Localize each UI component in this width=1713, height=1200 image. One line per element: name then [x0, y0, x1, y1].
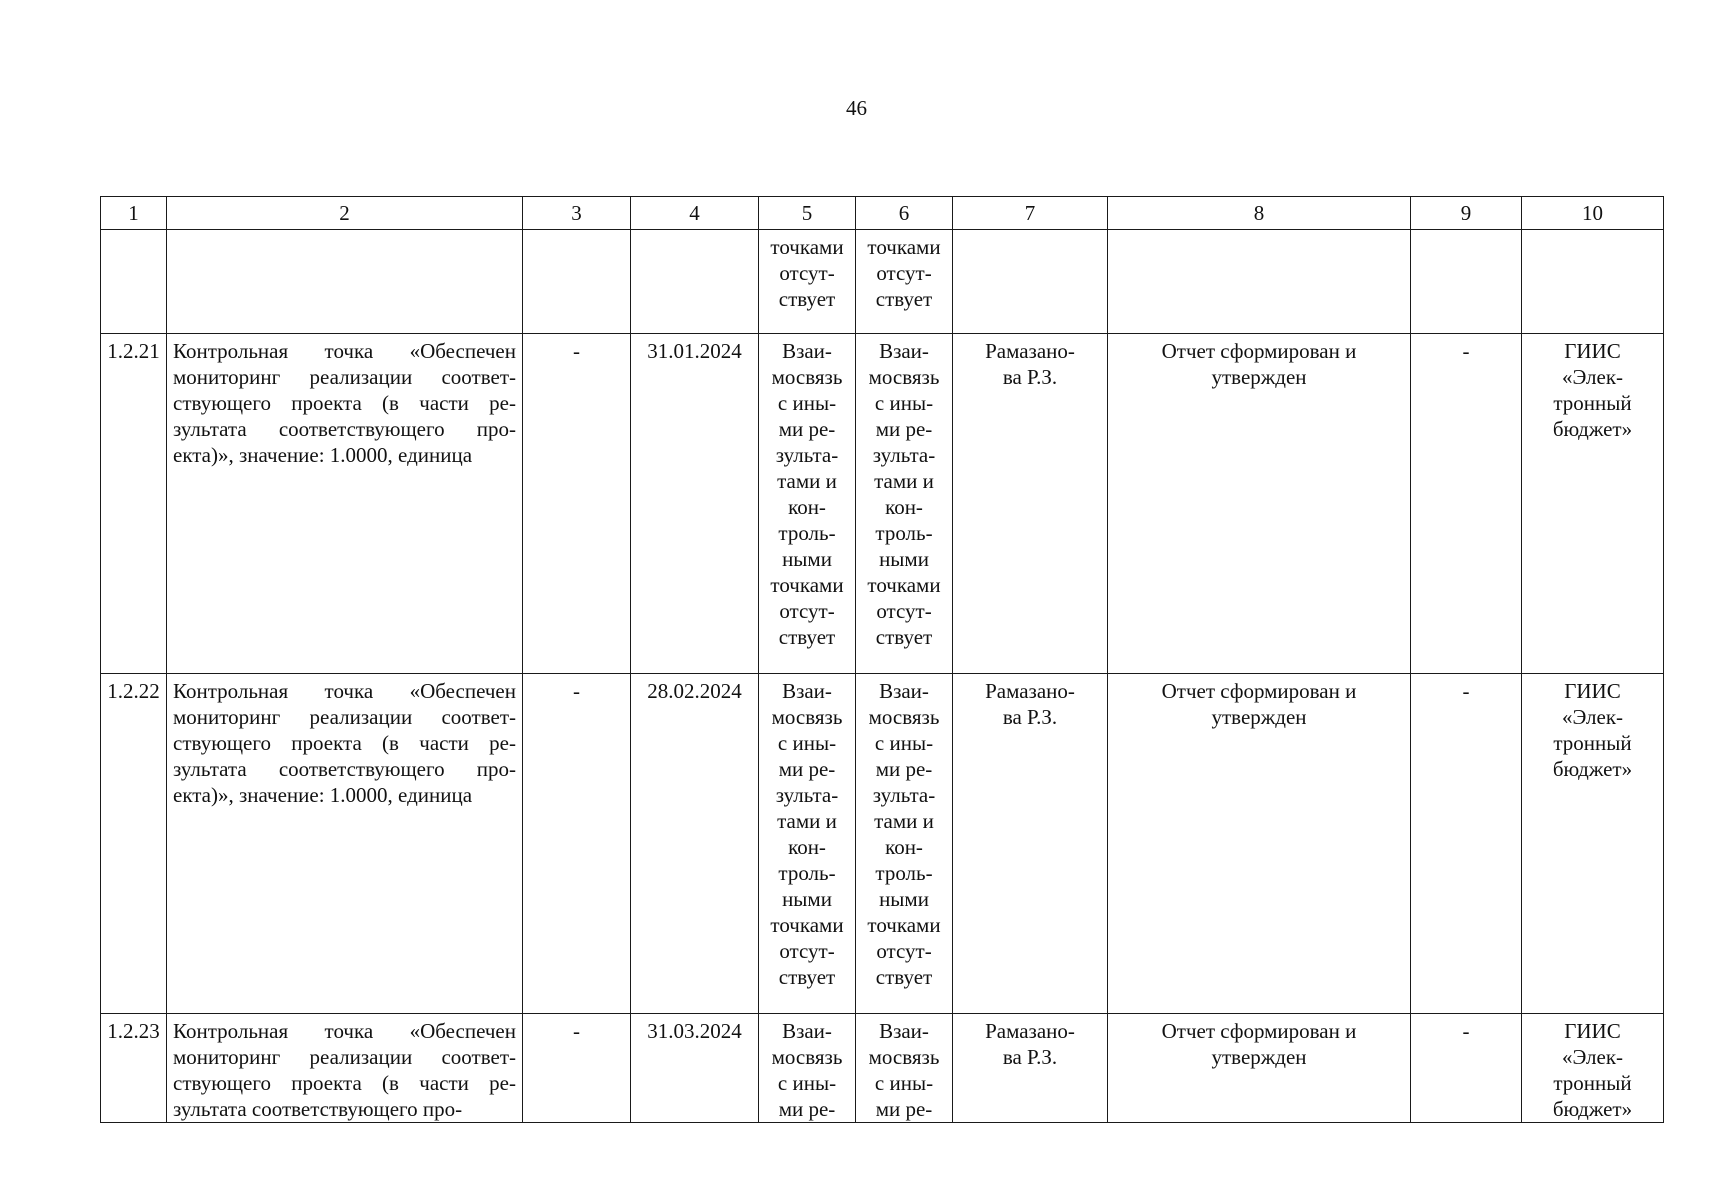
cell-line: ГИИС	[1564, 339, 1621, 363]
cell-line: мосвязь	[771, 365, 843, 389]
cell-line: ми ре-	[875, 757, 933, 781]
cell-line: ными	[782, 887, 832, 911]
table-cell	[631, 230, 759, 334]
due-date: 28.02.2024	[647, 679, 742, 703]
cell-line: ми ре-	[778, 1097, 836, 1121]
cell-line: отсут-	[876, 599, 932, 623]
table-cell	[1411, 230, 1522, 334]
col9-value: -	[1462, 339, 1470, 363]
col9-value: -	[1462, 1019, 1470, 1043]
cell-line: утвержден	[1211, 1045, 1307, 1069]
cell-line: Взаи-	[782, 679, 832, 703]
cell-line: ГИИС	[1564, 679, 1621, 703]
header-cell: 6	[856, 197, 953, 230]
col3-value: -	[573, 1019, 580, 1043]
cell-line: ми ре-	[875, 417, 933, 441]
cell-line: Рамазано-	[985, 1019, 1075, 1043]
cell-line: ствует	[875, 965, 933, 989]
cell-line: ми ре-	[875, 1097, 933, 1121]
due-date: 31.03.2024	[647, 1019, 742, 1043]
checkpoint-name: Контрольная точка «Обеспечен мониторинг реализации соответствующего проекта (в части результата соответствующего про-	[173, 1019, 516, 1121]
cell-line: с ины-	[874, 391, 934, 415]
cell-line: тами и	[777, 809, 837, 833]
result-cell	[1108, 334, 1411, 674]
cell-line: ми ре-	[778, 757, 836, 781]
result-cell	[1108, 1014, 1411, 1123]
cell-line: мосвязь	[868, 1045, 940, 1069]
cell-line: зульта-	[872, 443, 936, 467]
cell-line: тронный	[1553, 1071, 1632, 1095]
cell-line: зульта-	[775, 783, 839, 807]
cell-line: отсут-	[779, 599, 835, 623]
table-cell	[523, 230, 631, 334]
cell-line: точками	[770, 235, 844, 259]
item-number-cell	[101, 674, 167, 1014]
table-cell	[167, 230, 523, 334]
cell-line: точками	[770, 573, 844, 597]
cell-line: отсут-	[779, 939, 835, 963]
table-cell	[101, 230, 167, 334]
table-cell	[1108, 230, 1411, 334]
cell-line: ГИИС	[1564, 1019, 1621, 1043]
cell-line: ными	[879, 547, 929, 571]
cell-line: тами и	[874, 809, 934, 833]
cell-line: троль-	[778, 521, 836, 545]
header-cell: 3	[523, 197, 631, 230]
cell-line: с ины-	[874, 1071, 934, 1095]
cell-line: «Элек-	[1561, 1045, 1624, 1069]
cell-line: тами и	[777, 469, 837, 493]
table-row	[101, 334, 1664, 674]
cell-line: с ины-	[777, 391, 837, 415]
cell-line: «Элек-	[1561, 365, 1624, 389]
relation-cell	[759, 1014, 856, 1123]
relation-cell	[856, 674, 953, 1014]
cell-line: с ины-	[874, 731, 934, 755]
cell-line: ными	[879, 887, 929, 911]
col9-cell	[1411, 1014, 1522, 1123]
cell-line: Взаи-	[879, 339, 929, 363]
cell-line: мосвязь	[868, 365, 940, 389]
cell-line: точками	[770, 913, 844, 937]
cell-line: зульта-	[775, 443, 839, 467]
cell-line: Взаи-	[879, 1019, 929, 1043]
item-number: 1.2.23	[107, 1019, 160, 1043]
cell-line: утвержден	[1211, 365, 1307, 389]
cell-line: троль-	[778, 861, 836, 885]
cell-line: с ины-	[777, 1071, 837, 1095]
table-row	[101, 674, 1664, 1014]
cell-line: кон-	[788, 495, 826, 519]
date-cell	[631, 334, 759, 674]
cell-line: кон-	[885, 835, 923, 859]
cell-line: точками	[867, 913, 941, 937]
relation-cell	[759, 230, 856, 334]
cell-line: бюджет»	[1552, 757, 1633, 781]
responsible-cell	[953, 1014, 1108, 1123]
cell-line: Взаи-	[879, 679, 929, 703]
col3-cell	[523, 674, 631, 1014]
item-number: 1.2.21	[107, 339, 160, 363]
cell-line: кон-	[885, 495, 923, 519]
checkpoint-name: Контрольная точка «Обеспечен мониторинг реализации соответствующего проекта (в части результата соответствующего проекта)», значение: 1.0000, единица	[173, 679, 516, 807]
cell-line: ва Р.З.	[1002, 705, 1058, 729]
header-row	[101, 197, 1664, 230]
col9-cell	[1411, 334, 1522, 674]
header-cell: 8	[1108, 197, 1411, 230]
system-cell	[1522, 1014, 1664, 1123]
cell-line: ствует	[875, 625, 933, 649]
cell-line: с ины-	[777, 731, 837, 755]
cell-line: бюджет»	[1552, 417, 1633, 441]
header-cell: 10	[1522, 197, 1664, 230]
cell-line: Отчет сформирован и	[1161, 679, 1357, 703]
item-number-cell	[101, 1014, 167, 1123]
relation-cell	[759, 334, 856, 674]
checkpoint-name: Контрольная точка «Обеспечен мониторинг реализации соответствующего проекта (в части результата соответствующего проекта)», значение: 1.0000, единица	[173, 339, 516, 467]
cell-line: мосвязь	[771, 1045, 843, 1069]
responsible-cell	[953, 334, 1108, 674]
cell-line: ными	[782, 547, 832, 571]
date-cell	[631, 674, 759, 1014]
cell-line: утвержден	[1211, 705, 1307, 729]
cell-line: Взаи-	[782, 1019, 832, 1043]
cell-line: троль-	[875, 861, 933, 885]
system-cell	[1522, 334, 1664, 674]
relation-cell	[856, 230, 953, 334]
continuation-row	[101, 230, 1664, 334]
header-cell: 4	[631, 197, 759, 230]
cell-line: ствует	[778, 287, 836, 311]
cell-line: тами и	[874, 469, 934, 493]
relation-cell	[856, 1014, 953, 1123]
cell-line: отсут-	[779, 261, 835, 285]
cell-line: Взаи-	[782, 339, 832, 363]
cell-line: бюджет»	[1552, 1097, 1633, 1121]
table-row	[101, 1014, 1664, 1123]
cell-line: «Элек-	[1561, 705, 1624, 729]
header-cell: 7	[953, 197, 1108, 230]
item-number: 1.2.22	[107, 679, 160, 703]
cell-line: Отчет сформирован и	[1161, 339, 1357, 363]
table-cell	[1522, 230, 1664, 334]
cell-line: отсут-	[876, 261, 932, 285]
col3-cell	[523, 334, 631, 674]
header-cell: 2	[167, 197, 523, 230]
checkpoint-name-cell	[167, 674, 523, 1014]
cell-line: троль-	[875, 521, 933, 545]
table-cell	[953, 230, 1108, 334]
cell-line: ва Р.З.	[1002, 365, 1058, 389]
page-number: 46	[846, 96, 867, 120]
cell-line: тронный	[1553, 731, 1632, 755]
cell-line: точками	[867, 573, 941, 597]
cell-line: ми ре-	[778, 417, 836, 441]
relation-cell	[759, 674, 856, 1014]
col9-value: -	[1462, 679, 1470, 703]
cell-line: ствует	[778, 625, 836, 649]
checkpoint-name-cell	[167, 334, 523, 674]
cell-line: ствует	[875, 287, 933, 311]
header-cell: 1	[101, 197, 167, 230]
cell-line: кон-	[788, 835, 826, 859]
cell-line: ствует	[778, 965, 836, 989]
date-cell	[631, 1014, 759, 1123]
cell-line: точками	[867, 235, 941, 259]
item-number-cell	[101, 334, 167, 674]
cell-line: отсут-	[876, 939, 932, 963]
header-cell: 5	[759, 197, 856, 230]
cell-line: Отчет сформирован и	[1161, 1019, 1357, 1043]
plan-table	[100, 196, 1664, 1123]
cell-line: Рамазано-	[985, 679, 1075, 703]
checkpoint-name-cell	[167, 1014, 523, 1123]
cell-line: мосвязь	[868, 705, 940, 729]
relation-cell	[856, 334, 953, 674]
col3-cell	[523, 1014, 631, 1123]
responsible-cell	[953, 674, 1108, 1014]
col3-value: -	[573, 679, 580, 703]
cell-line: ва Р.З.	[1002, 1045, 1058, 1069]
header-cell: 9	[1411, 197, 1522, 230]
col3-value: -	[573, 339, 580, 363]
due-date: 31.01.2024	[647, 339, 742, 363]
cell-line: мосвязь	[771, 705, 843, 729]
result-cell	[1108, 674, 1411, 1014]
cell-line: Рамазано-	[985, 339, 1075, 363]
cell-line: зульта-	[872, 783, 936, 807]
col9-cell	[1411, 674, 1522, 1014]
system-cell	[1522, 674, 1664, 1014]
cell-line: тронный	[1553, 391, 1632, 415]
